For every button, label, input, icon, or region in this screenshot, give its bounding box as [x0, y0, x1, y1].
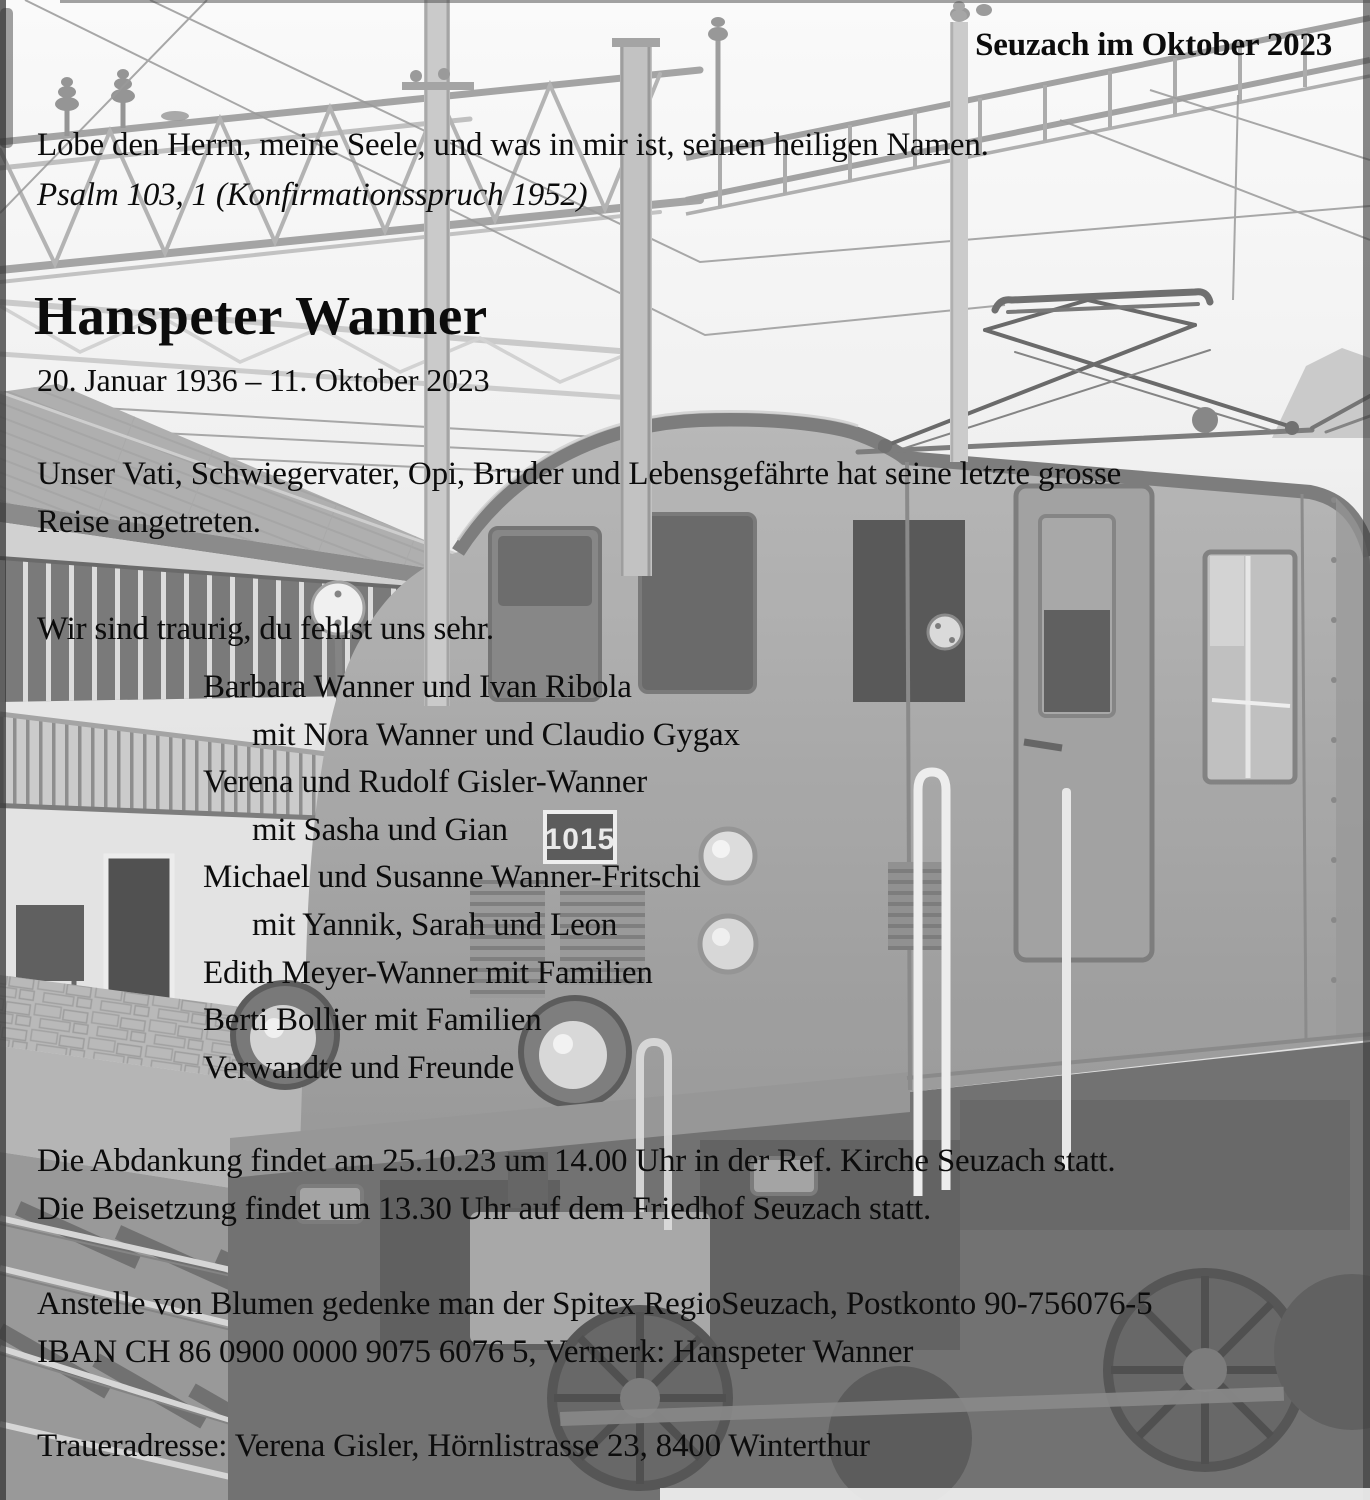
family-member-line: Michael und Susanne Wanner-Fritschi	[203, 859, 701, 896]
scripture-quote: Lobe den Herrn, meine Seele, und was in mir ist, seinen heiligen Namen.	[37, 127, 989, 163]
family-member-line: Berti Bollier mit Familien	[203, 1002, 542, 1039]
family-member-line: Barbara Wanner und Ivan Ribola	[203, 669, 632, 705]
locomotive-number: 1015	[544, 823, 616, 856]
family-member-line: Verwandte und Freunde	[203, 1049, 515, 1086]
service-info-line-1: Die Abdankung findet am 25.10.23 um 14.00 Uhr in der Ref. Kirche Seuzach statt.	[37, 1143, 1116, 1179]
family-member-line: Verena und Rudolf Gisler-Wanner	[203, 764, 648, 801]
dateline: Seuzach im Oktober 2023	[975, 27, 1332, 63]
life-dates: 20. Januar 1936 – 11. Oktober 2023	[37, 362, 490, 398]
mourning-address-line: Traueradresse: Verena Gisler, Hörnlistrasse 23, 8400 Winterthur	[37, 1428, 870, 1464]
donation-info-line-2: IBAN CH 86 0900 0000 9075 6076 5, Vermerk: Hanspeter Wanner	[37, 1334, 914, 1370]
intro-line-1: Unser Vati, Schwiegervater, Opi, Bruder und Lebensgefährte hat seine letzte grosse	[37, 456, 1122, 492]
family-list	[203, 664, 740, 1092]
deceased-name: Hanspeter Wanner	[34, 285, 488, 346]
family-member-line: mit Yannik, Sarah und Leon	[252, 906, 618, 943]
mourning-line: Wir sind traurig, du fehlst uns sehr.	[37, 611, 494, 647]
scripture-reference: Psalm 103, 1 (Konfirmationsspruch 1952)	[37, 177, 588, 213]
intro-line-2: Reise angetreten.	[37, 504, 261, 540]
donation-info-line-1: Anstelle von Blumen gedenke man der Spitex RegioSeuzach, Postkonto 90-756076-5	[37, 1286, 1153, 1322]
family-member-line: Edith Meyer-Wanner mit Familien	[203, 954, 653, 991]
service-info-line-2: Die Beisetzung findet um 13.30 Uhr auf dem Friedhof Seuzach statt.	[37, 1191, 932, 1227]
family-member-line: mit Sasha und Gian	[252, 811, 508, 848]
family-member-line: mit Nora Wanner und Claudio Gygax	[252, 716, 740, 753]
